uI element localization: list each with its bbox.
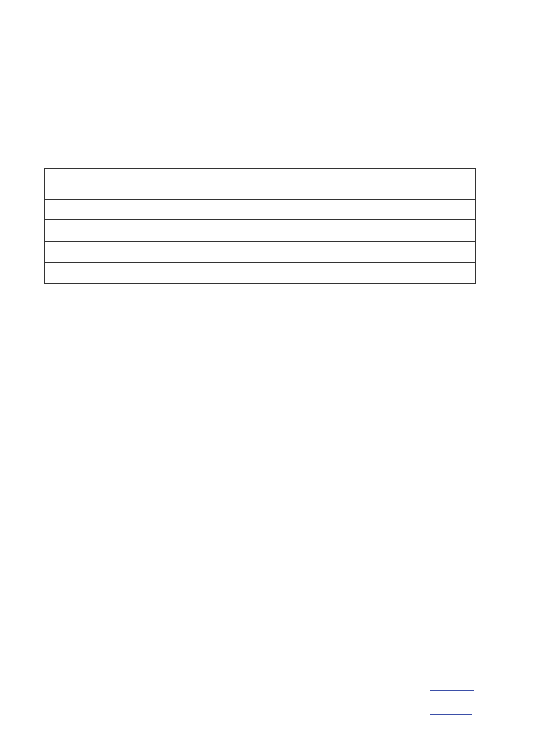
final-underline [430, 714, 472, 715]
sum-underline [430, 690, 474, 691]
